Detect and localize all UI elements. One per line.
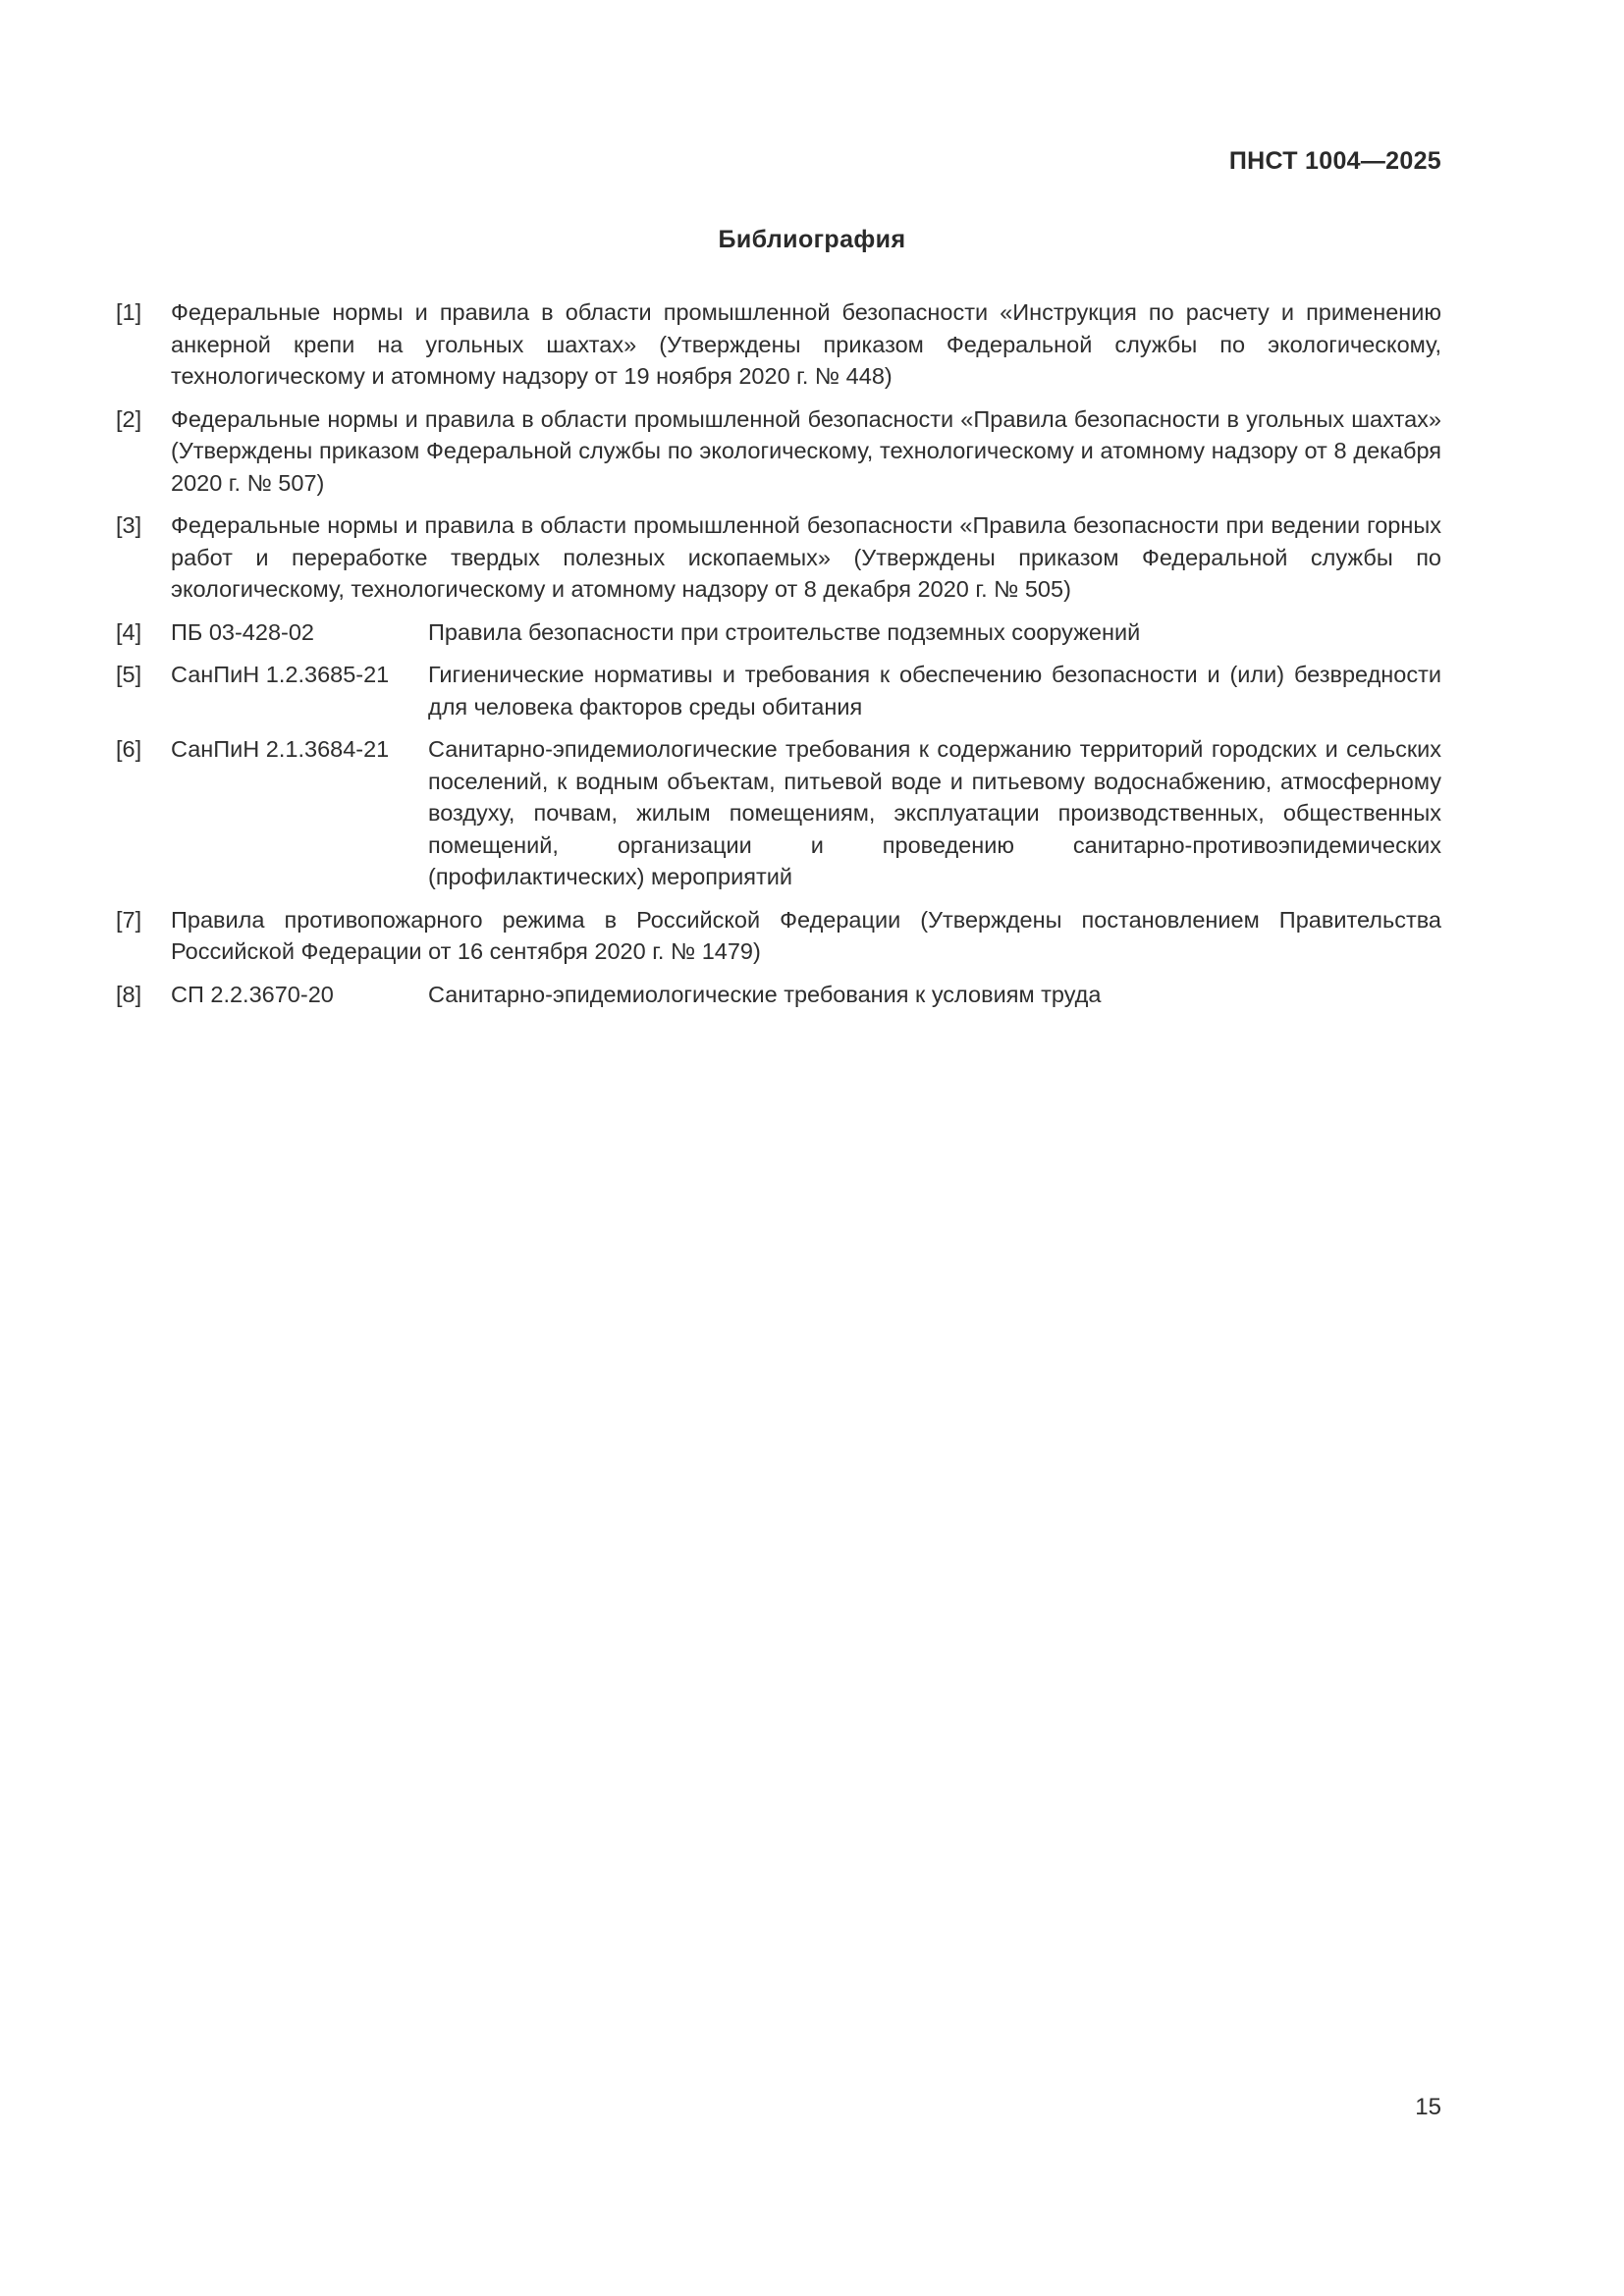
page-number: 15: [1415, 2094, 1441, 2120]
bibliography-entry-6: [116, 733, 1441, 893]
entry-number: [4]: [116, 618, 142, 645]
entry-code: СанПиН 1.2.3685-21: [171, 662, 390, 687]
entry-number: [7]: [116, 906, 142, 933]
document-code: ПНСТ 1004—2025: [1228, 147, 1441, 175]
bibliography-entry-1: [116, 296, 1441, 393]
entry-number: [8]: [116, 981, 142, 1007]
entry-number: [3]: [116, 512, 142, 538]
entry-code: ПБ 03-428-02: [171, 618, 314, 645]
entry-text: Санитарно-эпидемиологические требования к содержанию территорий городских и сельских поселений, к водным объектам, питьевой воде и питьевому водоснабжению, атмосферному воздуху, почвам, жилым помещениям, эксплуатации производственных, общественных помещений, организации и проведению санитарно-противоэпидемических (профилактических) мероприятий: [428, 736, 1441, 889]
entry-code: СП 2.2.3670-20: [171, 981, 334, 1007]
entry-number: [5]: [116, 662, 142, 687]
bibliography-entry-3: [116, 509, 1441, 606]
entry-text: Санитарно-эпидемиологические требования к условиям труда: [428, 981, 1102, 1007]
bibliography-entry-8: [116, 979, 1441, 1011]
entry-code: СанПиН 2.1.3684-21: [171, 736, 390, 762]
entry-text: Правила противопожарного режима в Российской Федерации (Утверждены постановлением Правительства Российской Федерации от 16 сентября 2020 г. № 1479): [171, 906, 1441, 964]
bibliography-entry-5: [116, 659, 1441, 722]
entry-text: Правила безопасности при строительстве подземных сооружений: [428, 618, 1141, 645]
entry-number: [6]: [116, 736, 142, 762]
bibliography-entry-2: [116, 403, 1441, 500]
entry-number: [1]: [116, 299, 142, 325]
entry-text: Федеральные нормы и правила в области промышленной безопасности «Правила безопасности в угольных шахтах» (Утверждены приказом Федеральной службы по экологическому, технологическому и атомному надзору от 8 декабря 2020 г. № 507): [171, 405, 1441, 496]
section-title: Библиография: [718, 226, 906, 253]
entry-number: [2]: [116, 405, 142, 432]
entry-text: Федеральные нормы и правила в области промышленной безопасности «Правила безопасности при ведении горных работ и переработке твердых полезных ископаемых» (Утверждены приказом Федеральной службы по экологическому, технологическому и атомному надзору от 8 декабря 2020 г. № 505): [171, 512, 1441, 602]
bibliography-list: [116, 296, 1441, 1021]
entry-text: Федеральные нормы и правила в области промышленной безопасности «Инструкция по расчету и применению анкерной крепи на угольных шахтах» (Утверждены приказом Федеральной службы по экологическому, технологическому и атомному надзору от 19 ноября 2020 г. № 448): [171, 299, 1441, 389]
entry-text: Гигиенические нормативы и требования к обеспечению безопасности и (или) безвредности для человека факторов среды обитания: [428, 662, 1441, 720]
bibliography-entry-7: [116, 904, 1441, 968]
bibliography-entry-4: [116, 616, 1441, 649]
